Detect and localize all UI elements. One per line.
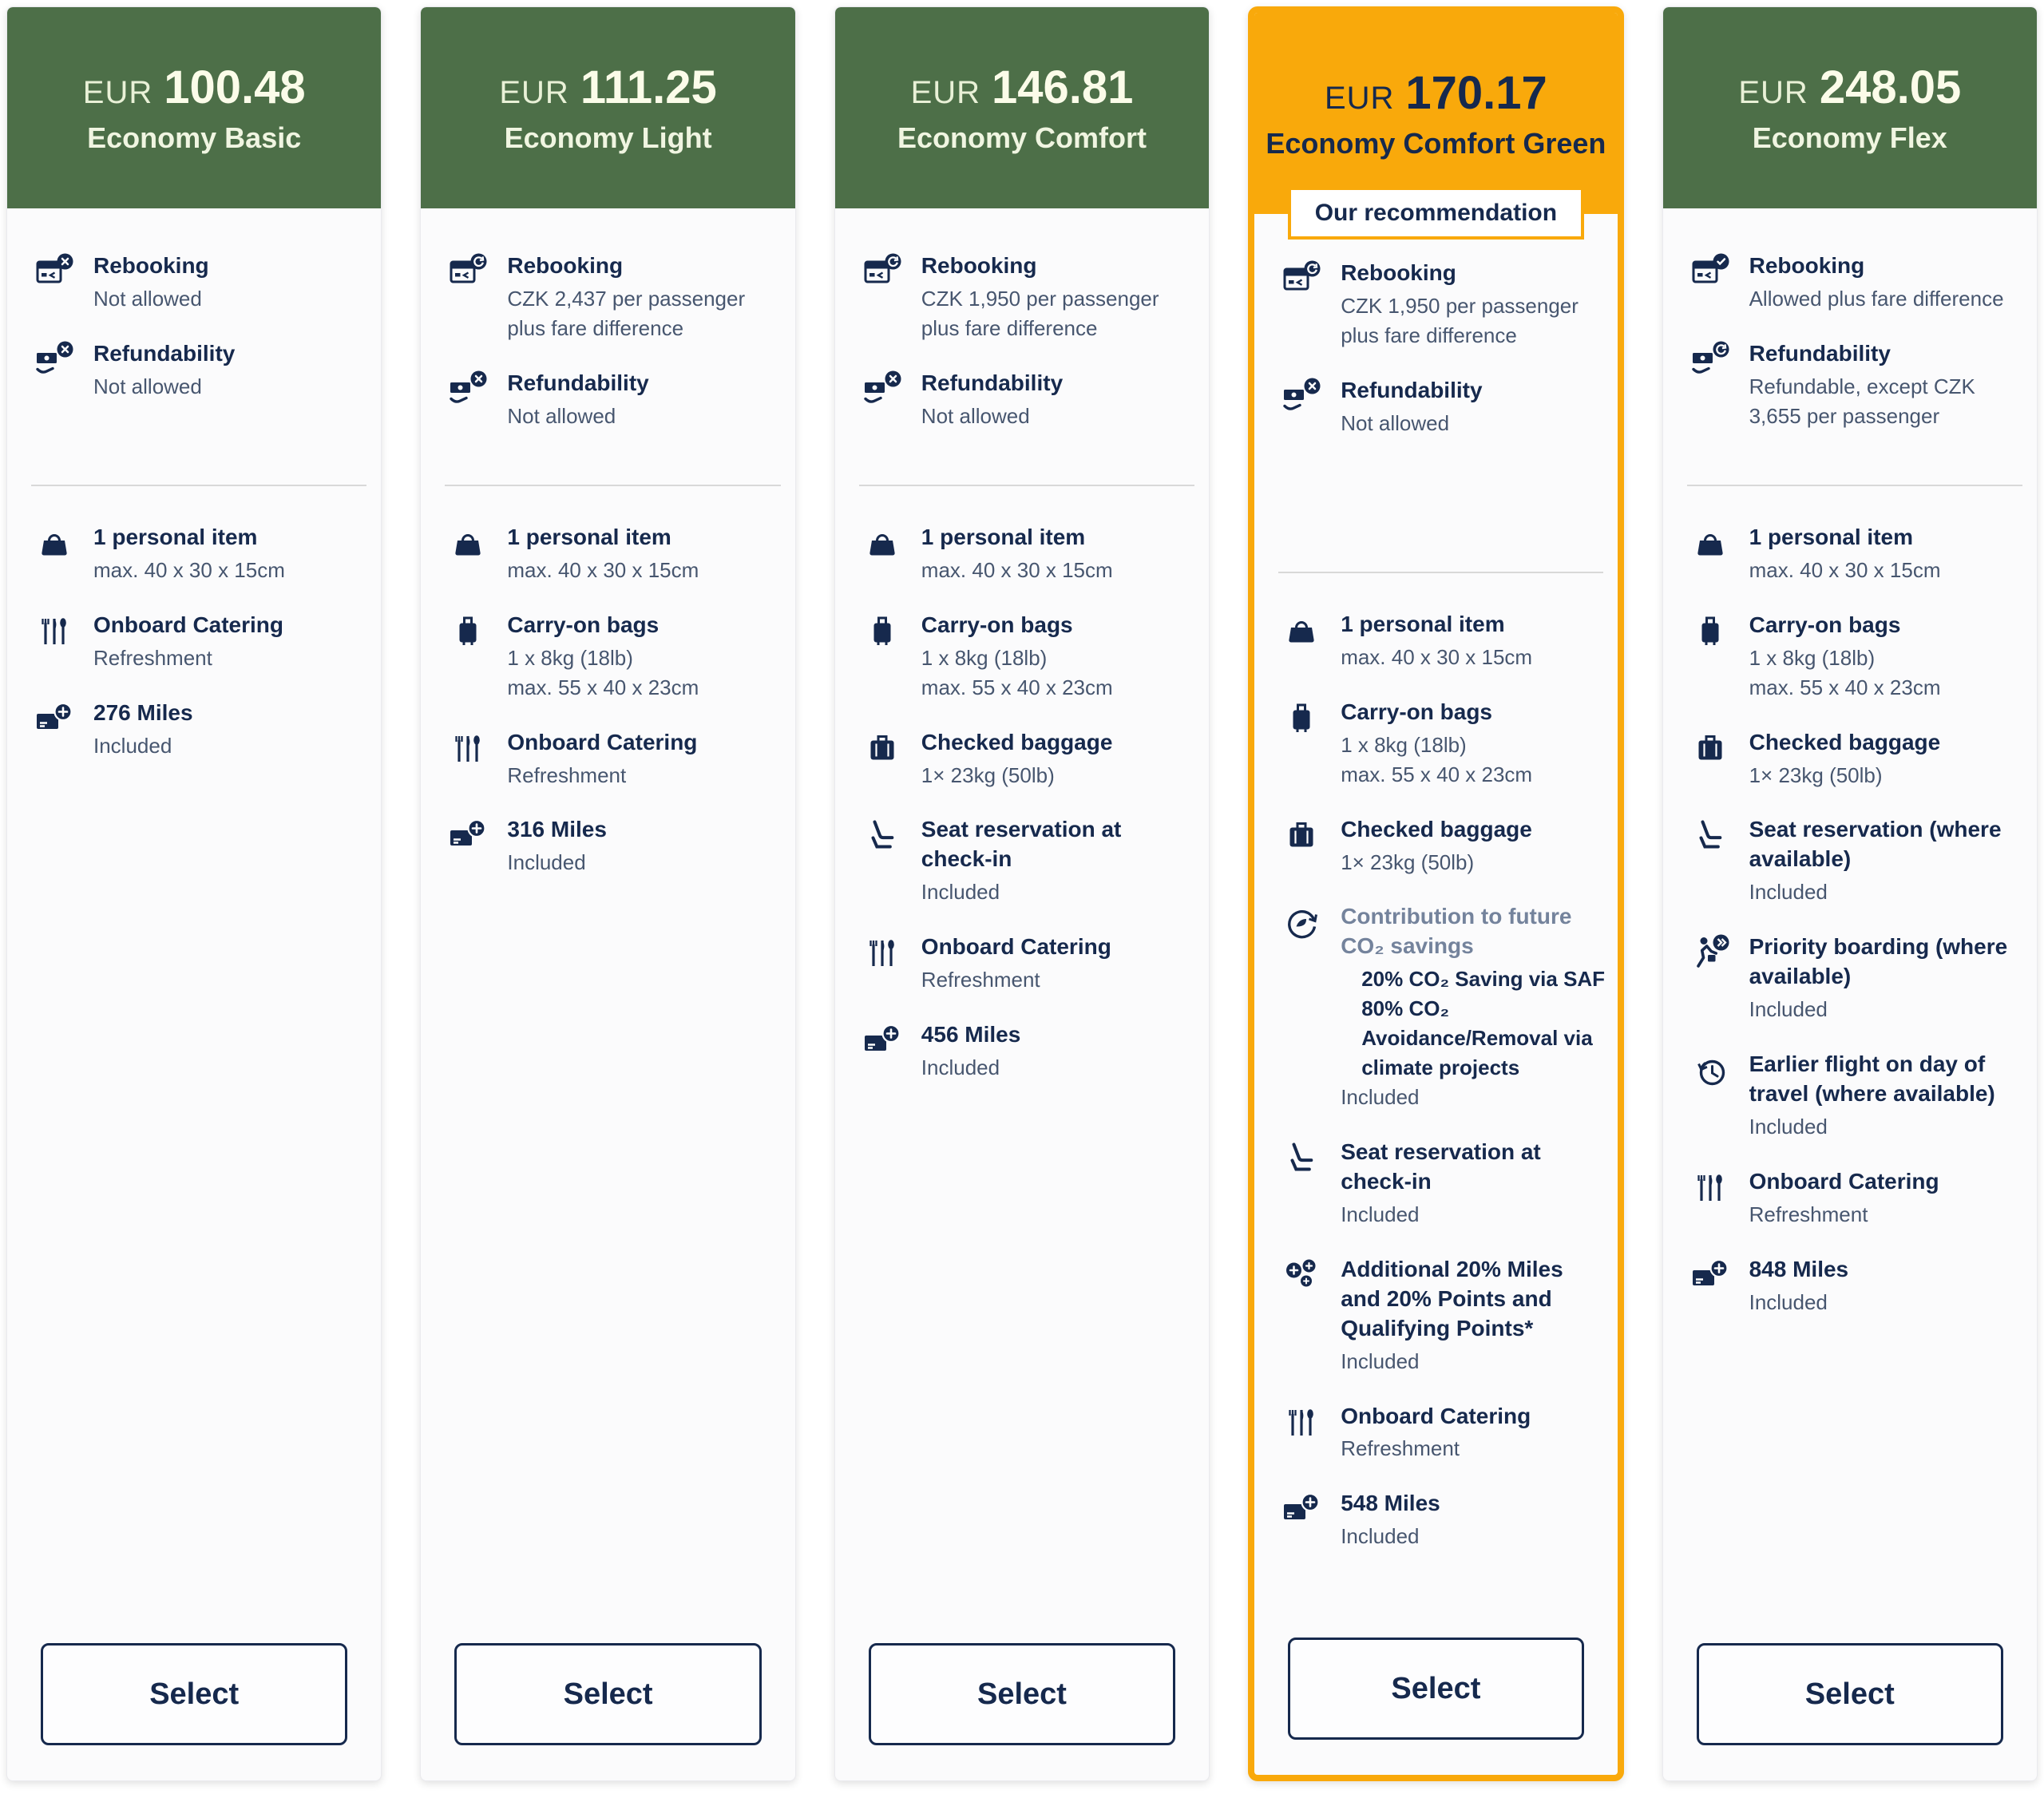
- feature-title: Carry-on bags: [507, 612, 660, 637]
- fare-feature: [1278, 259, 1606, 350]
- fare-feature: [859, 369, 1198, 431]
- feature-detail: Not allowed: [93, 286, 202, 311]
- checked-baggage-icon: [859, 728, 905, 790]
- fare-benefits-list: [7, 523, 381, 786]
- miles-icon: [1687, 1255, 1733, 1317]
- fare-feature: [1278, 698, 1606, 790]
- feature-text: [1749, 611, 1941, 703]
- fare-benefits-list: [1254, 610, 1617, 1577]
- fare-feature: [859, 611, 1198, 703]
- feature-detail: Refundable, except CZK 3,655 per passenger: [1749, 374, 1975, 428]
- fare-feature: [1278, 902, 1606, 1111]
- fare-feature: [859, 933, 1198, 995]
- fare-price-line: [1738, 61, 1961, 114]
- select-area: [1254, 1614, 1617, 1775]
- fare-feature: [31, 611, 370, 673]
- feature-detail: 1 x 8kg (18lb): [1749, 645, 1876, 670]
- fare-feature: [1278, 1138, 1606, 1230]
- feature-text: [921, 369, 1063, 431]
- feature-text: [1341, 902, 1606, 1111]
- feature-title: Onboard Catering: [1341, 1403, 1531, 1428]
- fare-card-economy-comfort: [834, 6, 1210, 1781]
- refundability-not-allowed-icon: [445, 369, 491, 431]
- fare-feature: [445, 251, 783, 343]
- fare-card-economy-basic: [6, 6, 382, 1781]
- fare-feature: [1278, 610, 1606, 672]
- feature-title: 1 personal item: [93, 525, 258, 549]
- feature-detail: Included: [921, 880, 1000, 905]
- fare-feature: [445, 611, 783, 703]
- feature-title: Refundability: [93, 340, 236, 366]
- fare-name: Economy Light: [504, 121, 712, 154]
- feature-detail: max. 40 x 30 x 15cm: [507, 557, 699, 582]
- select-button[interactable]: Select: [454, 1643, 761, 1745]
- divider: [1687, 485, 2022, 486]
- fare-header: [7, 7, 381, 208]
- feature-title: 548 Miles: [1341, 1491, 1440, 1516]
- fare-feature: [859, 251, 1198, 343]
- feature-detail: Not allowed: [1341, 410, 1450, 435]
- feature-title: Contribution to future CO₂ savings: [1341, 904, 1572, 959]
- seat-icon: [1687, 815, 1733, 907]
- fare-card-economy-comfort-green: [1248, 6, 1623, 1781]
- feature-title: 1 personal item: [1341, 612, 1505, 636]
- select-area: [7, 1619, 381, 1780]
- fare-conditions-list: [1254, 248, 1617, 567]
- fare-name: Economy Comfort Green: [1266, 126, 1606, 160]
- fare-feature: [859, 523, 1198, 585]
- extra-miles-icon: [1278, 1255, 1325, 1376]
- carry-on-bag-icon: [859, 611, 905, 703]
- fare-feature: [1687, 815, 2026, 907]
- feature-detail: Not allowed: [93, 374, 202, 398]
- feature-text: [1341, 1489, 1440, 1551]
- feature-detail: Included: [1749, 1115, 1828, 1139]
- currency-label: EUR: [1324, 80, 1395, 116]
- feature-title: Refundability: [921, 370, 1064, 395]
- feature-detail: Refreshment: [1341, 1436, 1460, 1461]
- feature-detail: CZK 1,950 per passenger plus fare difference: [1341, 293, 1579, 347]
- select-area: [835, 1619, 1209, 1780]
- fare-feature: [31, 251, 370, 314]
- feature-detail: Refreshment: [93, 645, 212, 670]
- select-button[interactable]: Select: [869, 1643, 1175, 1745]
- feature-text: [1341, 259, 1606, 350]
- feature-detail: Included: [1749, 1289, 1828, 1314]
- feature-detail: max. 40 x 30 x 15cm: [1341, 644, 1533, 669]
- feature-title: Priority boarding (where available): [1749, 934, 2008, 989]
- feature-text: [1341, 698, 1532, 790]
- feature-detail: max. 55 x 40 x 23cm: [1749, 675, 1941, 699]
- refundability-not-allowed-icon: [859, 369, 905, 431]
- fare-feature: [445, 728, 783, 790]
- feature-detail: max. 40 x 30 x 15cm: [1749, 557, 1941, 582]
- fare-feature: [1278, 1489, 1606, 1551]
- feature-text: [1749, 523, 1941, 585]
- fare-feature: [1687, 933, 2026, 1024]
- seat-icon: [1278, 1138, 1325, 1230]
- miles-icon: [31, 699, 77, 761]
- divider: [1278, 572, 1602, 573]
- fare-feature: [31, 339, 370, 402]
- personal-item-icon: [445, 523, 491, 585]
- feature-title: Earlier flight on day of travel (where available): [1749, 1051, 1995, 1107]
- fare-feature: [31, 699, 370, 761]
- feature-text: [93, 699, 193, 761]
- fare-header: [835, 7, 1209, 208]
- fare-price: 100.48: [164, 61, 306, 113]
- feature-text: [1749, 815, 2026, 907]
- feature-title: 848 Miles: [1749, 1256, 1849, 1281]
- feature-title: Additional 20% Miles and 20% Points and Qualifying Points*: [1341, 1256, 1563, 1341]
- feature-title: Onboard Catering: [921, 934, 1111, 960]
- feature-detail: max. 40 x 30 x 15cm: [921, 557, 1113, 582]
- currency-label: EUR: [82, 74, 153, 110]
- select-button[interactable]: Select: [1288, 1638, 1583, 1740]
- feature-title: Refundability: [1749, 340, 1891, 366]
- fare-feature: [1687, 339, 2026, 431]
- fare-benefits-list: [1663, 523, 2037, 1343]
- feature-text: [507, 523, 699, 585]
- earlier-flight-icon: [1687, 1050, 1733, 1142]
- feature-text: [1749, 1167, 1939, 1230]
- feature-detail: Included: [1341, 1524, 1420, 1549]
- currency-label: EUR: [910, 74, 981, 110]
- fare-feature: [1278, 376, 1606, 438]
- feature-detail: Included: [1749, 880, 1828, 905]
- fare-feature: [1687, 611, 2026, 703]
- personal-item-icon: [1687, 523, 1733, 585]
- catering-icon: [1278, 1402, 1325, 1464]
- feature-title: Seat reservation (where available): [1749, 817, 2002, 872]
- fare-feature: [1687, 523, 2026, 585]
- currency-label: EUR: [499, 74, 569, 110]
- rebooking-not-allowed-icon: [31, 251, 77, 314]
- fare-header: [1254, 13, 1617, 214]
- fare-benefits-list: [835, 523, 1209, 1108]
- fare-feature: [1278, 1402, 1606, 1464]
- select-button[interactable]: Select: [41, 1643, 347, 1745]
- feature-detail: CZK 2,437 per passenger plus fare difference: [507, 286, 746, 340]
- feature-title: 276 Miles: [93, 699, 193, 725]
- checked-baggage-icon: [1687, 728, 1733, 790]
- fare-price: 170.17: [1405, 66, 1547, 119]
- feature-text: [93, 339, 235, 402]
- feature-text: [921, 728, 1113, 790]
- feature-detail: max. 55 x 40 x 23cm: [1341, 762, 1533, 786]
- fare-conditions-list: [7, 208, 381, 480]
- fare-feature: [859, 728, 1198, 790]
- feature-detail: Included: [507, 850, 586, 875]
- feature-title: 1 personal item: [507, 525, 671, 549]
- fare-price-line: [911, 61, 1134, 114]
- feature-text: [1341, 610, 1532, 672]
- miles-icon: [859, 1020, 905, 1083]
- feature-text: [921, 1020, 1021, 1083]
- fare-header: [1663, 7, 2037, 208]
- feature-detail: 1× 23kg (50lb): [1749, 762, 1883, 787]
- feature-detail: Included: [921, 1055, 1000, 1080]
- feature-title: Rebooking: [1341, 260, 1456, 285]
- fare-price: 146.81: [992, 61, 1134, 113]
- rebooking-allowed-icon: [1687, 251, 1733, 314]
- fare-benefits-list: [421, 523, 794, 903]
- fare-feature: [859, 815, 1198, 907]
- feature-detail-bold: 20% CO₂ Saving via SAF: [1361, 967, 1606, 992]
- feature-detail: Refreshment: [507, 762, 627, 787]
- checked-baggage-icon: [1278, 815, 1325, 877]
- feature-detail: 1 x 8kg (18lb): [507, 645, 633, 670]
- feature-detail: max. 40 x 30 x 15cm: [93, 557, 285, 582]
- divider: [445, 485, 780, 486]
- fare-feature: [1278, 1255, 1606, 1376]
- select-area: [421, 1619, 794, 1780]
- feature-detail: Not allowed: [921, 403, 1030, 428]
- fare-feature: [1687, 251, 2026, 314]
- personal-item-icon: [1278, 610, 1325, 672]
- feature-text: [507, 369, 648, 431]
- rebooking-fee-icon: [445, 251, 491, 343]
- feature-title: Carry-on bags: [1749, 612, 1901, 637]
- feature-detail: Allowed plus fare difference: [1749, 286, 2004, 311]
- feature-detail: Included: [1341, 1202, 1420, 1226]
- feature-text: [93, 611, 283, 673]
- fare-price: 248.05: [1819, 61, 1962, 113]
- fare-feature: [445, 523, 783, 585]
- feature-title: Checked baggage: [1341, 816, 1532, 842]
- feature-text: [93, 251, 209, 314]
- feature-title: Refundability: [507, 370, 649, 395]
- feature-title: Rebooking: [1749, 253, 1865, 278]
- feature-title: Onboard Catering: [507, 729, 698, 754]
- catering-icon: [859, 933, 905, 995]
- fare-feature: [31, 523, 370, 585]
- fare-feature: [1687, 1255, 2026, 1317]
- feature-detail: Included: [1341, 1085, 1420, 1110]
- fare-conditions-list: [835, 208, 1209, 480]
- fare-feature: [1278, 815, 1606, 877]
- divider: [859, 485, 1194, 486]
- fare-price-line: [499, 61, 716, 114]
- feature-title: Checked baggage: [1749, 729, 1941, 754]
- feature-text: [921, 611, 1113, 703]
- feature-text: [1341, 1402, 1531, 1464]
- catering-icon: [1687, 1167, 1733, 1230]
- feature-detail: Included: [1749, 997, 1828, 1022]
- co2-savings-icon: [1278, 902, 1325, 1111]
- feature-text: [1749, 1050, 2026, 1142]
- feature-text: [507, 728, 697, 790]
- feature-text: [1749, 339, 2026, 431]
- feature-title: Onboard Catering: [93, 612, 284, 637]
- feature-text: [1749, 1255, 1849, 1317]
- miles-icon: [1278, 1489, 1325, 1551]
- fare-name: Economy Comfort: [897, 121, 1147, 154]
- feature-detail: Included: [93, 733, 172, 758]
- currency-label: EUR: [1738, 74, 1808, 110]
- priority-boarding-icon: [1687, 933, 1733, 1024]
- feature-detail: Refreshment: [921, 968, 1040, 992]
- feature-title: 456 Miles: [921, 1022, 1021, 1047]
- feature-detail: 1× 23kg (50lb): [921, 762, 1055, 787]
- feature-text: [1749, 933, 2026, 1024]
- fare-feature: [445, 815, 783, 877]
- carry-on-bag-icon: [1687, 611, 1733, 703]
- rebooking-fee-icon: [859, 251, 905, 343]
- feature-title: 1 personal item: [921, 525, 1086, 549]
- fare-feature: [1687, 728, 2026, 790]
- feature-detail: CZK 1,950 per passenger plus fare difference: [921, 286, 1159, 340]
- feature-detail: Included: [1341, 1348, 1420, 1373]
- feature-detail: max. 55 x 40 x 23cm: [921, 675, 1113, 699]
- feature-title: Rebooking: [93, 253, 209, 278]
- fare-feature: [859, 1020, 1198, 1083]
- feature-title: 316 Miles: [507, 817, 607, 842]
- feature-text: [1341, 376, 1482, 438]
- refundability-not-allowed-icon: [1278, 376, 1325, 438]
- rebooking-fee-icon: [1278, 259, 1325, 350]
- feature-title: Carry-on bags: [1341, 699, 1493, 724]
- select-button[interactable]: Select: [1697, 1643, 2003, 1745]
- fare-name: Economy Basic: [87, 121, 302, 154]
- feature-text: [1749, 728, 1941, 790]
- feature-title: Rebooking: [507, 253, 624, 278]
- feature-text: [507, 251, 783, 343]
- feature-detail: 1 x 8kg (18lb): [1341, 732, 1467, 757]
- feature-title: Refundability: [1341, 377, 1483, 402]
- feature-title: 1 personal item: [1749, 525, 1913, 549]
- fare-price: 111.25: [580, 61, 717, 113]
- fare-feature: [1687, 1050, 2026, 1142]
- fare-feature: [1687, 1167, 2026, 1230]
- feature-text: [1341, 815, 1532, 877]
- carry-on-bag-icon: [1278, 698, 1325, 790]
- feature-detail: 1 x 8kg (18lb): [921, 645, 1048, 670]
- feature-detail: Refreshment: [1749, 1202, 1868, 1226]
- feature-title: Rebooking: [921, 253, 1037, 278]
- seat-icon: [859, 815, 905, 907]
- feature-text: [921, 815, 1198, 907]
- fare-name: Economy Flex: [1752, 121, 1947, 154]
- fare-conditions-list: [421, 208, 794, 480]
- feature-text: [507, 611, 699, 703]
- refundability-not-allowed-icon: [31, 339, 77, 402]
- catering-icon: [31, 611, 77, 673]
- fare-price-line: [1325, 66, 1547, 120]
- select-area: [1663, 1619, 2037, 1780]
- feature-title: Checked baggage: [921, 729, 1113, 754]
- feature-text: [921, 251, 1198, 343]
- fare-card-economy-light: [420, 6, 795, 1781]
- fare-price-line: [83, 61, 306, 114]
- feature-text: [93, 523, 285, 585]
- fare-card-economy-flex: [1662, 6, 2038, 1781]
- feature-title: Carry-on bags: [921, 612, 1073, 637]
- feature-detail: Not allowed: [507, 403, 616, 428]
- fare-feature: [445, 369, 783, 431]
- feature-text: [1341, 1255, 1606, 1376]
- feature-title: Seat reservation at check-in: [921, 817, 1122, 872]
- feature-title: Onboard Catering: [1749, 1168, 1939, 1194]
- fare-header: [421, 7, 794, 208]
- recommendation-badge: Our recommendation: [1288, 187, 1584, 240]
- feature-title: Seat reservation at check-in: [1341, 1139, 1541, 1194]
- feature-text: [1749, 251, 2004, 314]
- carry-on-bag-icon: [445, 611, 491, 703]
- feature-detail-bold: 80% CO₂ Avoidance/Removal via climate projects: [1361, 996, 1593, 1080]
- feature-text: [1341, 1138, 1606, 1230]
- feature-text: [921, 933, 1111, 995]
- fare-conditions-list: [1663, 208, 2037, 480]
- miles-icon: [445, 815, 491, 877]
- personal-item-icon: [31, 523, 77, 585]
- feature-text: [507, 815, 607, 877]
- refundability-allowed-icon: [1687, 339, 1733, 431]
- personal-item-icon: [859, 523, 905, 585]
- divider: [31, 485, 366, 486]
- catering-icon: [445, 728, 491, 790]
- feature-text: [921, 523, 1113, 585]
- feature-detail: max. 55 x 40 x 23cm: [507, 675, 699, 699]
- feature-detail: 1× 23kg (50lb): [1341, 849, 1475, 874]
